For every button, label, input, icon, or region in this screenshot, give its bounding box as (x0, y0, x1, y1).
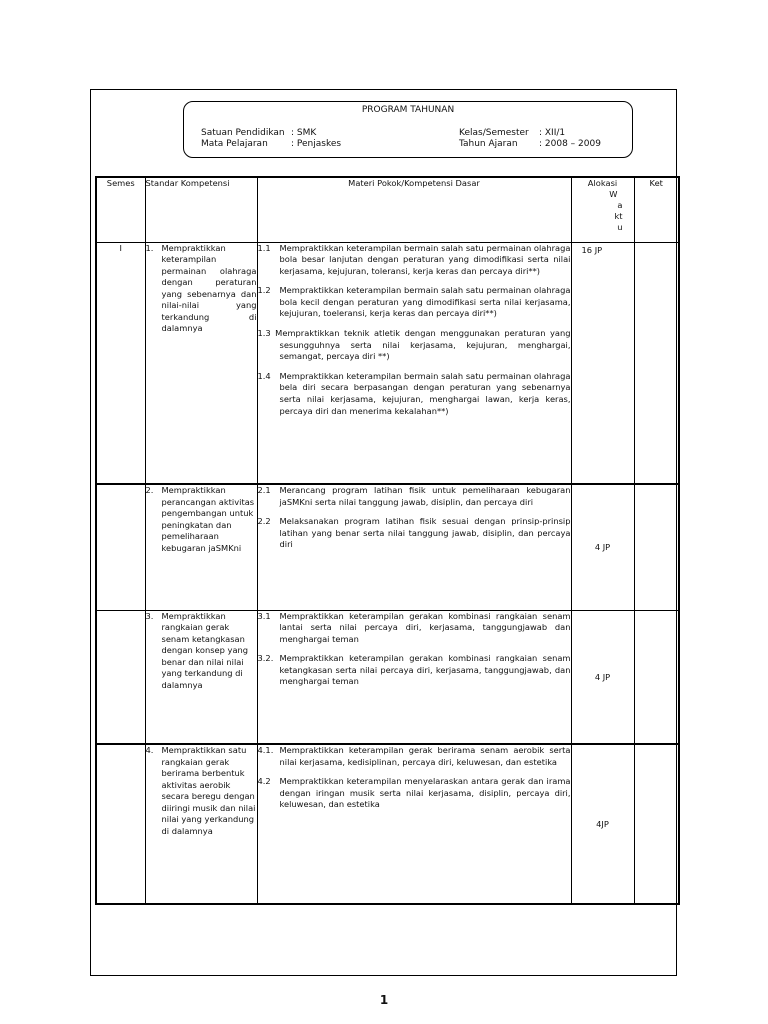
document-title: PROGRAM TAHUNAN (361, 105, 455, 115)
mapel-value: : Penjaskes (291, 139, 342, 149)
materi-cell (257, 610, 571, 744)
standar-cell (145, 484, 257, 610)
kd-item (258, 285, 571, 320)
satuan-value: : SMK (291, 128, 317, 138)
ket-cell (634, 744, 679, 904)
sk-text: Mempraktikkan keterampilan permainan olahraga dengan peraturan yang sebenarnya dan nilai-nilai yang terkandung di dalamnya (161, 242, 257, 333)
table-header-row (96, 177, 679, 242)
ket-cell (634, 484, 679, 610)
kd-item (258, 776, 571, 811)
kd-number: 1.2 (257, 285, 271, 296)
sk-number: 1. (145, 242, 154, 253)
kd-number: 4.1. (257, 745, 274, 755)
kd-item (258, 371, 571, 417)
alokasi-cell: 4JP (571, 744, 634, 904)
standar-cell (145, 744, 257, 904)
waktu-letter: u (617, 222, 623, 232)
sk-number: 3. (145, 610, 154, 621)
kd-number: 4.2 (257, 776, 271, 787)
materi-cell (257, 484, 571, 610)
semester-cell (96, 484, 145, 610)
kd-item (258, 611, 571, 646)
col-semes: Semes (96, 177, 145, 242)
semester-cell (96, 744, 145, 904)
ket-cell (634, 610, 679, 744)
sk-number: 4. (145, 745, 154, 755)
standar-cell (145, 610, 257, 744)
kd-text: 1.3 Mempraktikkan teknik atletik dengan menggunakan peraturan yang sesungguhnya serta nilai kerjasama, kejujuran, menghargai, semangat, percaya diri **) (257, 328, 571, 362)
mapel-label: Mata Pelajaran (201, 139, 268, 149)
waktu-letter: a (617, 200, 623, 210)
table-row (96, 610, 679, 744)
table-row (96, 744, 679, 904)
kelas-label: Kelas/Semester (459, 128, 529, 138)
sk-text: Mempraktikkan satu rangkaian gerak berirama berbentuk aktivitas aerobik secara beregu dengan diiringi musik dan nilai nilai yang yerkandung di dalamnya (161, 745, 256, 836)
kd-text: Mempraktikkan keterampilan gerak berirama senam aerobik serta nilai kerjasama, kedisiplinan, percaya diri, keluwesan, dan estetika (279, 745, 571, 767)
sk-number: 2. (145, 485, 154, 495)
kd-number: 1.1 (257, 242, 271, 253)
tahun-value: : 2008 – 2009 (539, 139, 601, 149)
kd-item (258, 485, 571, 508)
satuan-label: Satuan Pendidikan (201, 128, 285, 138)
col-ket: Ket (634, 177, 679, 242)
kd-number: 3.2. (257, 653, 274, 664)
semester-cell (96, 610, 145, 744)
waktu-letter: W (609, 189, 618, 199)
kd-item (258, 328, 571, 363)
tahun-label: Tahun Ajaran (459, 139, 518, 149)
materi-cell (257, 744, 571, 904)
kd-number: 2.2 (257, 516, 271, 527)
kd-text: Mempraktikkan keterampilan bermain salah satu permainan olahraga bola kecil dengan peraturan yang dimodifikasi serta nilai kerjasama, kejujuran, toeleransi, kerja keras dan percaya diri**) (279, 285, 571, 319)
kd-text: Mempraktikkan keterampilan gerakan kombinasi rangkaian senam lantai serta nilai percaya diri, kerjasama, tanggungjawab dan menghargai teman (279, 610, 571, 644)
alokasi-cell: 4 JP (571, 610, 634, 744)
col-standar: Standar Kompetensi (145, 177, 257, 242)
sk-text: Mempraktikkan rangkaian gerak senam ketangkasan dengan konsep yang benar dan nilai nilai yang terkandung di dalamnya (161, 610, 249, 690)
kd-text: Mempraktikkan keterampilan gerakan kombinasi rangkaian senam ketangkasan serta nilai percaya diri, kerjasama, tanggungjawab, dan menghargai teman (279, 653, 571, 687)
waktu-letter: kt (614, 211, 623, 221)
kd-text: Mempraktikkan keterampilan bermain salah satu permainan olahraga bola besar lanjutan dengan peraturan yang dimodifikasi serta nilai kerjasama, kejujuran, toleransi, kerja keras dan percaya diri**) (279, 242, 571, 276)
header-box (183, 101, 633, 158)
col-alokasi (571, 177, 634, 242)
kd-item (258, 243, 571, 278)
kelas-value: : XII/1 (539, 128, 566, 138)
page-number: 1 (379, 993, 389, 1007)
alokasi-cell: 4 JP (571, 484, 634, 610)
table-row (96, 242, 679, 484)
kd-text: Mempraktikkan keterampilan bermain salah satu permainan olahraga bela diri secara berpasangan dengan peraturan yang sebenarnya serta nilai kerjasama, kejujuran, menghargai lawan, kerja keras, percaya diri dan menerima kekalahan**) (279, 370, 571, 416)
kd-item (258, 653, 571, 688)
standar-cell (145, 242, 257, 484)
kd-number: 2.1 (257, 485, 271, 495)
alokasi-cell: 16 JP (571, 242, 634, 484)
materi-cell (257, 242, 571, 484)
kd-item (258, 516, 571, 551)
semester-cell: I (96, 242, 145, 484)
table-row (96, 484, 679, 610)
kd-text: Mempraktikkan keterampilan menyelaraskan antara gerak dan irama dengan iringan musik serta nilai kerjasama, disiplin, percaya diri, keluwesan, dan estetika (279, 776, 571, 810)
sk-text: Mempraktikkan perancangan aktivitas pengembangan untuk peningkatan dan pemeliharaan kebugaran jaSMKni (161, 485, 255, 553)
alokasi-label: Alokasi (587, 178, 618, 188)
kd-number: 1.4 (257, 370, 271, 381)
ket-cell (634, 242, 679, 484)
col-materi: Materi Pokok/Kompetensi Dasar (257, 177, 571, 242)
kd-number: 3.1 (257, 610, 271, 621)
kd-item (258, 745, 571, 768)
kd-text: Merancang program latihan fisik untuk pemeliharaan kebugaran jaSMKni serta nilai tanggung jawab, disiplin, dan percaya diri (279, 485, 571, 507)
kd-text: Melaksanakan program latihan fisik sesuai dengan prinsip-prinsip latihan yang benar serta nilai tanggung jawab, disiplin, dan percaya diri (279, 516, 571, 550)
program-table (95, 176, 680, 905)
